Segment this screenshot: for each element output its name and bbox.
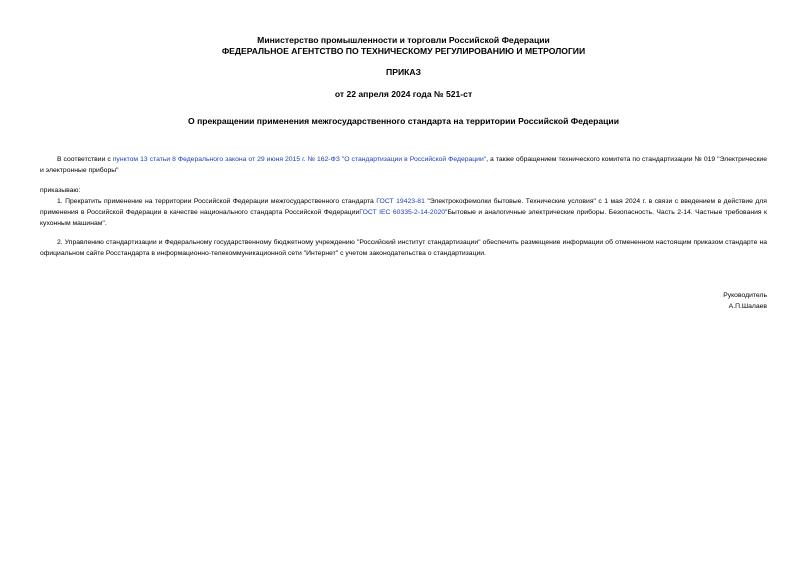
gost-iec-60335-2-14-2020-link[interactable]: ГОСТ IEC 60335-2-14-2020: [359, 209, 446, 216]
signature-position: Руководитель: [723, 292, 767, 299]
signature-name: А.П.Шалаев: [728, 303, 767, 310]
document-date-number: от 22 апреля 2024 года № 521-ст: [334, 89, 473, 99]
gost-19423-81-link[interactable]: ГОСТ 19423-81: [376, 198, 425, 205]
preamble-paragraph: [40, 154, 767, 176]
federal-law-link[interactable]: пунктом 13 статьи 8 Федерального закона от 29 июня 2015 г. № 162-ФЗ "О стандартизации в Российской Федерации": [112, 156, 487, 163]
preamble-text-start: В соответствии с: [57, 156, 113, 163]
order-item-1: [40, 196, 767, 229]
item1-text-start: 1. Прекратить применение на территории Российской Федерации межгосударственного стандарта: [57, 198, 377, 205]
item1-text-middle: "Электрокофемолки бытовые. Технические условия" с 1 мая 2024 г. в связи с введением в действие для применения в Российской Федерации в качестве национального стандарта Российской Федерации: [40, 198, 767, 216]
document-type: ПРИКАЗ: [386, 67, 421, 77]
ministry-name: Министерство промышленности и торговли Российской Федерации: [257, 35, 550, 45]
document-title: О прекращении применения межгосударственного стандарта на территории Российской Федерации: [188, 116, 619, 126]
preamble-text-end: , а также обращением технического комитета по стандартизации № 019 "Электрические и электронные приборы": [40, 156, 768, 174]
order-item-2: 2. Управлению стандартизации и Федеральному государственному бюджетному учреждению "Российский институт стандартизации" обеспечить размещение информации об отмененном настоящим приказом стандарте на официальном сайте Росстандарта в информационно-телекоммуникационной сети "Интернет" с учетом законодательства о стандартизации.: [40, 239, 767, 257]
order-word: приказываю:: [40, 187, 81, 194]
item1-text-end: "Бытовые и аналогичные электрические приборы. Безопасность. Часть 2-14. Частные требования к кухонным машинам".: [40, 209, 767, 227]
agency-name: ФЕДЕРАЛЬНОЕ АГЕНТСТВО ПО ТЕХНИЧЕСКОМУ РЕГУЛИРОВАНИЮ И МЕТРОЛОГИИ: [221, 46, 586, 56]
